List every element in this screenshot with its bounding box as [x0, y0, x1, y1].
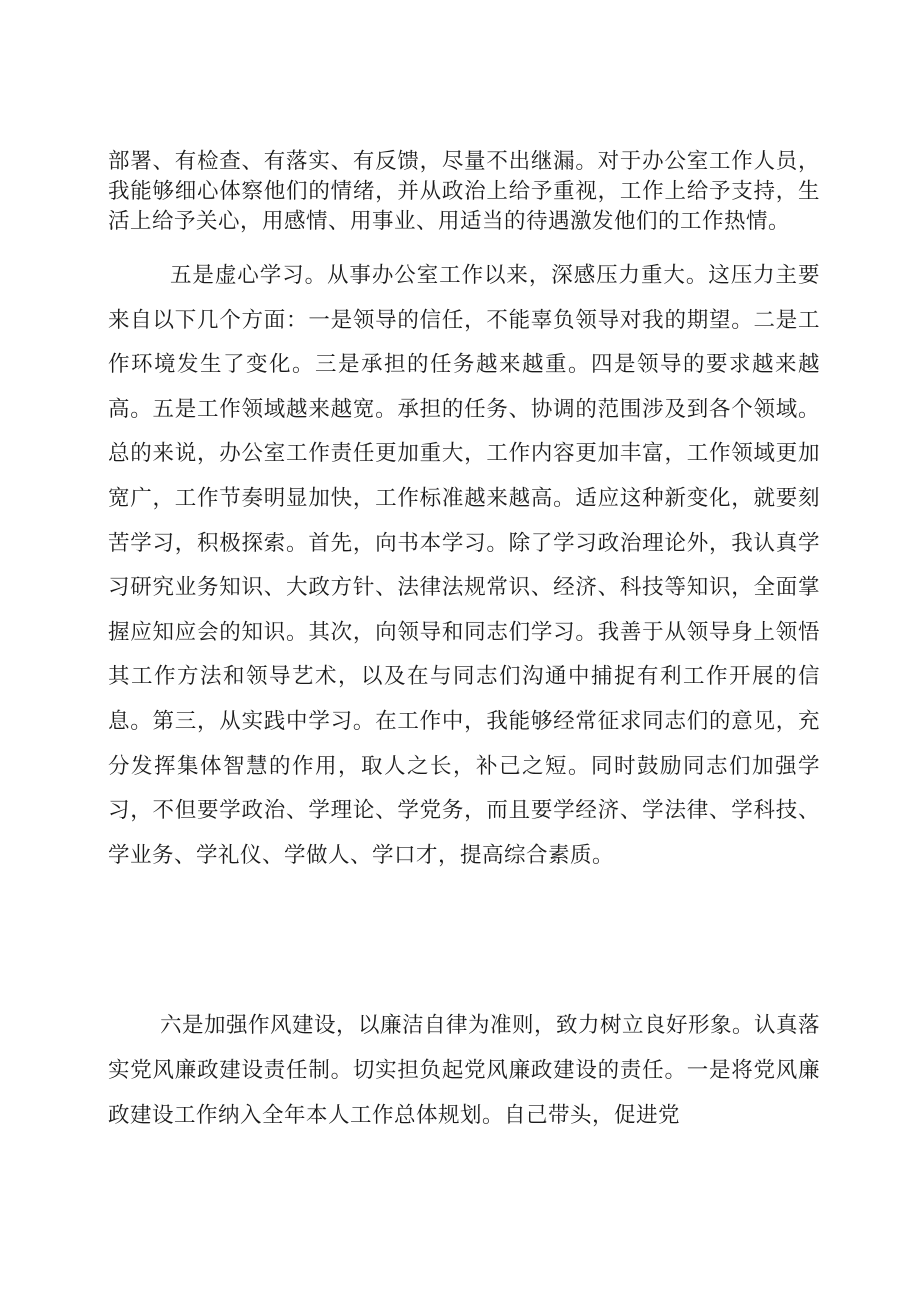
paragraph-humble-learning: 五是虚心学习。从事办公室工作以来，深感压力重大。这压力主要来自以下几个方面：一是领导的信任，不能辜负领导对我的期望。二是工作环境发生了变化。三是承担的任务越来越重。四是领导的要求越来越高。五是工作领域越来越宽。承担的任务、协调的范围涉及到各个领域。总的来说，办公室工作责任更加重大，工作内容更加丰富，工作领域更加宽广，工作节奏明显加快，工作标准越来越高。适应这种新变化，就要刻苦学习，积极探索。首先，向书本学习。除了学习政治理论外，我认真学习研究业务知识、大政方针、法律法规常识、经济、科技等知识，全面掌握应知应会的知识。其次，向领导和同志们学习。我善于从领导身上领悟其工作方法和领导艺术，以及在与同志们沟通中捕捉有利工作开展的信息。第三，从实践中学习。在工作中，我能够经常征求同志们的意见，充分发挥集体智慧的作用，取人之长，补己之短。同时鼓励同志们加强学习，不但要学政治、学理论、学党务，而且要学经济、学法律、学科技、学业务、学礼仪、学做人、学口才，提高综合素质。 [108, 263, 820, 868]
paragraph-work-style-building: 六是加强作风建设，以廉洁自律为准则，致力树立良好形象。认真落实党风廉政建设责任制。切实担负起党风廉政建设的责任。一是将党风廉政建设工作纳入全年本人工作总体规划。自己带头，促进党 [108, 1013, 821, 1128]
paragraph-office-staff-care: 部署、有检查、有落实、有反馈，尽量不出继漏。对于办公室工作人员，我能够细心体察他们的情绪，并从政治上给予重视，工作上给予支持，生活上给予关心，用感情、用事业、用适当的待遇激发他们的工作热情。 [108, 149, 820, 234]
